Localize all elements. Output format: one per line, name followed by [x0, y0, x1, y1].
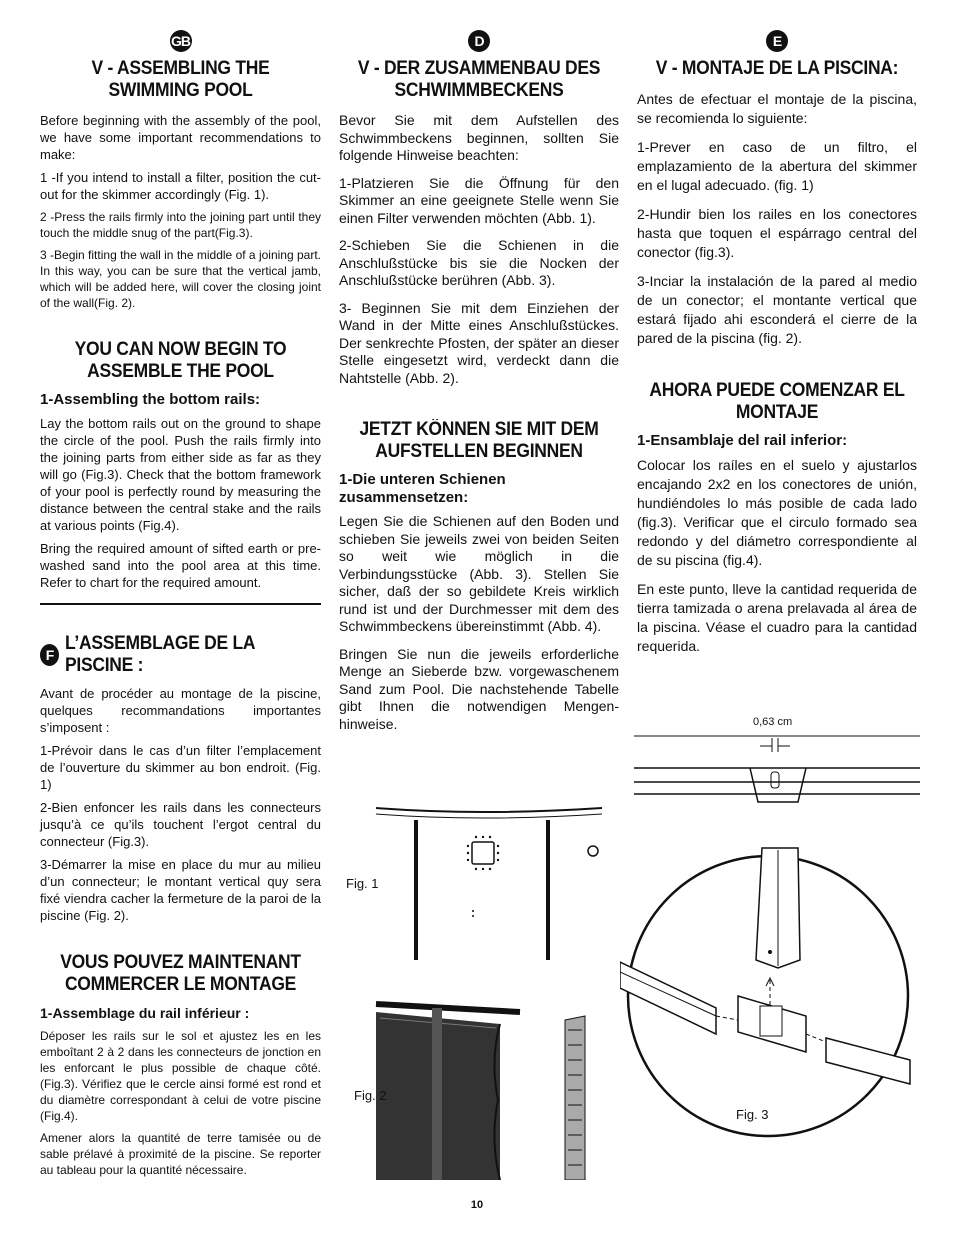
- d-sand-text: Bringen Sie nun die jeweils erforderliche Menge an Sieberde bzw. vorgewaschenem Sand zum Pool. Die nachstehende Tabelle gibt Ihnen die notwendigen Mengen-hinweise.: [339, 645, 619, 732]
- gb-intro: Before beginning with the assembly of the pool, we have some important recommendations to make:: [40, 113, 321, 162]
- german-column: [339, 30, 619, 743]
- gb-section-title: V - ASSEMBLING THE SWIMMING POOL: [91, 58, 270, 101]
- page-number: 10: [470, 1199, 484, 1211]
- gb-recommendation-1: 1 -If you intend to install a filter, position the cut-out for the skimmer accordingly (Fig. 1).: [40, 170, 321, 202]
- d-recommendation-3: 3- Beginnen Sie mit dem Einziehen der Wand in der Mitte eines Anschlußstückes. Der senkrechte Pfosten, der später an dieser Stelle eingesetzt wird, verdeckt dann die Nahtstelle (Abb. 2).: [339, 299, 619, 386]
- gb-sand-text: Bring the required amount of sifted earth or pre-washed sand into the pool area at this time. Refer to chart for the required amount.: [40, 541, 321, 590]
- gb-recommendation-2: 2 -Press the rails firmly into the joining part until they touch the middle snug of the part(Fig.3).: [40, 210, 321, 240]
- gb-recommendation-3: 3 -Begin fitting the wall in the middle of a joining part. In this way, you can be sure that the vertical jamb, which will be added here, will cover the closing joint of the wall(Fig. 2).: [40, 248, 321, 310]
- d-subtitle: JETZT KÖNNEN SIE MIT DEM AUFSTELLEN BEGINNEN: [359, 419, 599, 462]
- fr-header: [40, 633, 321, 677]
- d-recommendation-2: 2-Schieben Sie die Schienen in die Anschlußstücke bis sie die Nocken der Anschlußstücke berühren (Abb. 3).: [339, 237, 619, 288]
- fr-intro: Avant de procéder au montage de la piscine, quelques recommandations importantes s’imposent :: [40, 686, 321, 735]
- gb-step-text: Lay the bottom rails out on the ground to shape the circle of the pool. Push the rails firmly into the joining parts from either side as far as they will go (Fig.3). Check that the bottom framework of your pool is perfectly round by measuring the distance between the central stake and the rails at various points (Fig.4).: [40, 416, 321, 533]
- e-section-title: V - MONTAJE DE LA PISCINA:: [655, 58, 899, 79]
- rail-connector-illustration: [620, 716, 920, 1186]
- e-recommendation-3: 3-Inciar la instalación de la pared al medio de un conector; el montante vertical que estará fijado ahi esconderá el cierre de la pared de la piscina (fig. 2).: [637, 273, 917, 346]
- fr-subtitle: VOUS POUVEZ MAINTENANT COMMERCER LE MONTAGE: [60, 952, 301, 995]
- e-recommendation-1: 1-Prever en caso de un filtro, el emplazamiento de la abertura del skimmer en el lugal adecuado. (fig. 1): [637, 139, 917, 193]
- d-section-title: V - DER ZUSAMMENBAU DES SCHWIMMBECKENS: [357, 58, 601, 101]
- d-step-heading: 1-Die unteren Schienen zusammensetzen:: [339, 471, 506, 506]
- figure-2: [340, 990, 612, 1180]
- english-column: [40, 30, 321, 1184]
- figure-3: [620, 716, 920, 1186]
- fr-recommendation-1: 1-Prévoir dans le cas d’un filter l’emplacement de l’ouverture du skimmer au bon endroit. (Fig. 1): [40, 743, 321, 792]
- e-language-badge: E: [766, 30, 788, 52]
- e-intro: Antes de efectuar el montaje de la piscina, se recomienda lo siguiente:: [637, 91, 917, 126]
- e-subtitle: AHORA PUEDE COMENZAR EL MONTAJE: [649, 380, 905, 423]
- d-step-text: Legen Sie die Schienen auf den Boden und schieben Sie jeweils zwei von beiden Seiten so weit wie möglich in die Verbindungsstücke (Abb. 3). Stellen Sie sicher, daß der so gebildete Kreis wirklich rund ist und der Durchmesser mit dem des Schwimmbeckens übereinstimmt (Abb. 4).: [339, 513, 619, 634]
- gb-language-badge: GB: [170, 30, 192, 52]
- skimmer-wall-illustration: [340, 800, 612, 960]
- figure-1: [340, 800, 612, 960]
- figure-1-label: Fig. 1: [346, 876, 379, 891]
- wall-joint-illustration: [340, 990, 612, 1180]
- measurement-label: 0,63 cm: [753, 716, 793, 728]
- fr-section-title: L’ASSEMBLAGE DE LA PISCINE :: [65, 633, 255, 676]
- figure-2-label: Fig. 2: [354, 1088, 387, 1103]
- fr-language-badge: F: [40, 644, 59, 666]
- gb-step-heading: 1-Assembling the bottom rails:: [40, 391, 261, 408]
- d-recommendation-1: 1-Platzieren Sie die Öffnung für den Skimmer an eine geeignete Stelle wenn Sie einen Filter verwenden möchten (Abb. 1).: [339, 174, 619, 226]
- fr-sand-text: Amener alors la quantité de terre tamisée ou de sable prélavé à proximité de la piscine. Se reporter au tableau pour la quantité nécessaire.: [40, 1131, 321, 1177]
- e-recommendation-2: 2-Hundir bien los railes en los conectores hasta que toquen el espárrago central del conector (fig.3).: [637, 206, 917, 260]
- fr-step-text: Déposer les rails sur le sol et ajustez les en les emboîtant 2 à 2 dans les connecteurs de jonction en les enforcant le plus possible de chaque côté. (Fig.3). Vérifiez que le cercle ainsi formé est rond et du diamètre correspondant à celui de votre piscine (Fig.4).: [40, 1029, 321, 1123]
- e-sand-text: En este punto, lleve la cantidad requerida de tierra tamizada o arena prelavada al área de la piscina. Véase el cuadro para la cantidad requerida.: [637, 581, 917, 654]
- figure-3-label: Fig. 3: [736, 1107, 769, 1122]
- fr-step-heading: 1-Assemblage du rail inférieur :: [40, 1005, 250, 1021]
- d-intro: Bevor Sie mit dem Aufstellen des Schwimmbeckens beginnen, sollten Sie folgende Hinweise beachten:: [339, 112, 619, 163]
- gb-subtitle: YOU CAN NOW BEGIN TO ASSEMBLE THE POOL: [74, 339, 287, 382]
- spanish-column: [637, 30, 917, 666]
- e-step-text: Colocar los raíles en el suelo y ajustarlos encajando 2x2 en los conectores de unión, hundiéndoles lo más posible de cada lado (fig.3). Verificar que el circulo formado sea redondo y del diámetro correspondiente al de su piscina (fig.4).: [637, 457, 917, 568]
- d-language-badge: D: [468, 30, 490, 52]
- e-step-heading: 1-Ensamblaje del rail inferior:: [637, 432, 848, 449]
- fr-recommendation-3: 3-Démarrer la mise en place du mur au milieu d’un connecteur; le montant vertical quy sera fixé viendra cacher la fermeture de la paroi de la piscine (Fig. 2).: [40, 857, 321, 923]
- section-divider: [40, 603, 321, 605]
- fr-recommendation-2: 2-Bien enfoncer les rails dans les connecteurs jusqu’à ce qu’ils touchent l’ergot central du connecteur (Fig.3).: [40, 800, 321, 849]
